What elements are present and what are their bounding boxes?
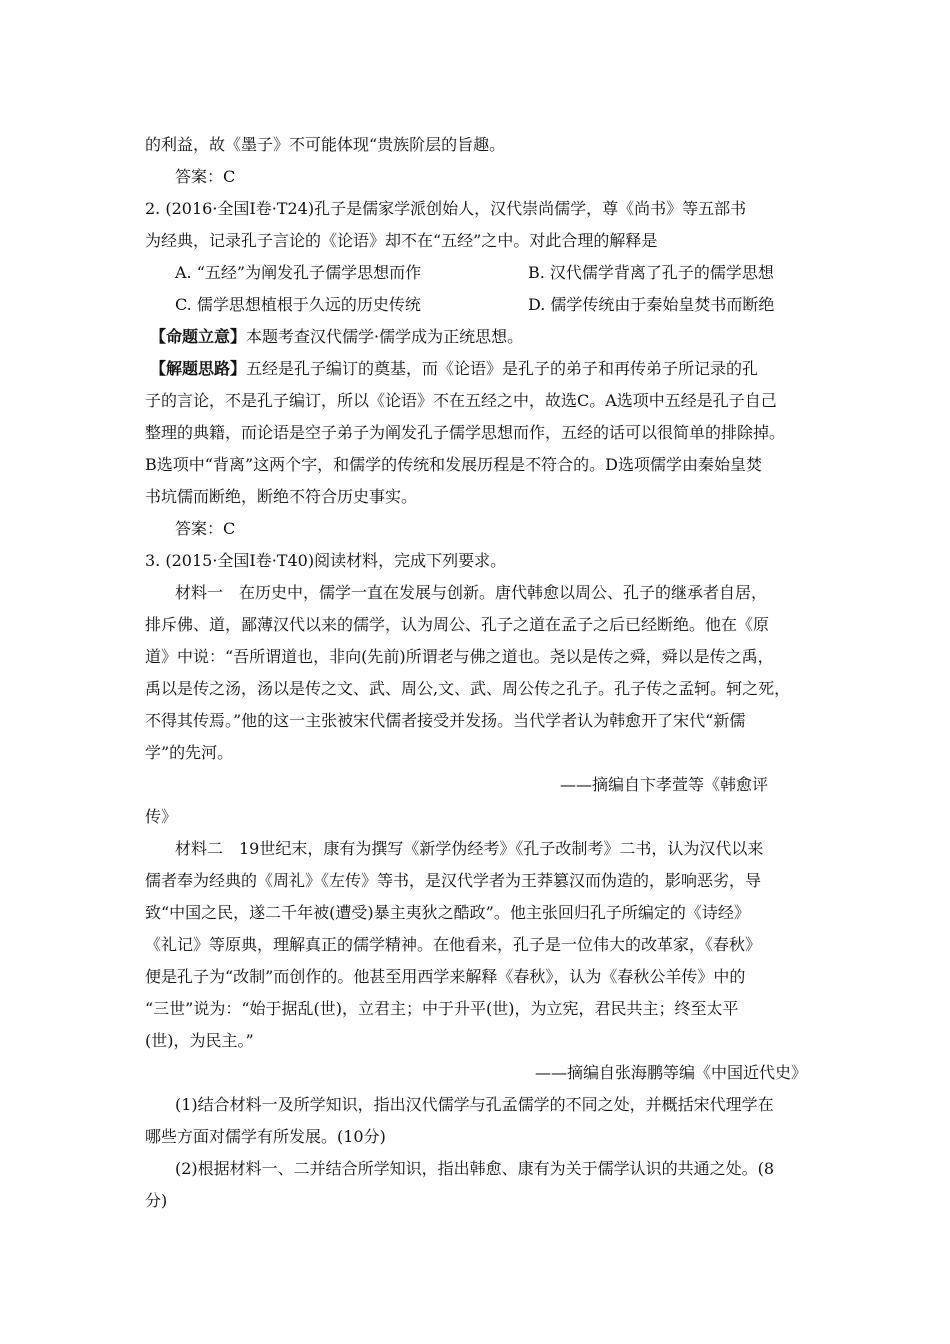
source-citation-1: ——摘编自卞孝萱等《韩愈评 [560,775,769,794]
material-2-text: 材料二 19世纪末，康有为撰写《新学伪经考》《孔子改制考》二书，认为汉代以来 [175,839,764,858]
material-1-text: 材料一 在历史中，儒学一直在发展与创新。唐代韩愈以周公、孔子的继承者自居， [175,583,768,602]
text-line: 子的言论，不是孔子编订，所以《论语》不在五经之中，故选C。A选项中五经是孔子自己 [145,391,777,410]
analysis-line [150,358,758,380]
text-line: (世)，为民主。” [145,1031,254,1050]
question-3-stem: 3. (2015·全国Ⅰ卷·T40)阅读材料，完成下列要求。 [145,551,507,570]
analysis-label: 【解题思路】 [150,359,247,378]
text-line: B选项中“背离”这两个字，和儒学的传统和发展历程是不符合的。D选项儒学由秦始皇焚 [145,455,762,474]
sub-question-2: (2)根据材料一、二并结合所学知识，指出韩愈、康有为关于儒学认识的共通之处。(8 [175,1159,775,1178]
sub-question-2-cont: 分) [145,1191,168,1210]
option-d: D. 儒学传统由于秦始皇焚书而断绝 [528,295,775,314]
text-line: 儒者奉为经典的《周礼》《左传》等书，是汉代学者为王莽篡汉而伪造的，影响恶劣，导 [145,871,762,890]
intent-label: 【命题立意】 [150,327,247,346]
text-line: 书坑儒而断绝，断绝不符合历史事实。 [145,487,418,506]
question-2-stem: 2. (2016·全国Ⅰ卷·T24)孔子是儒家学派创始人，汉代崇尚儒学，尊《尚书》等五部书 [145,199,747,218]
text-line: 致“中国之民，遂二千年被(遭受)暴主夷狄之酷政”。他主张回归孔子所编定的《诗经》 [145,903,750,922]
answer-line: 答案：C [175,519,236,538]
intent-text: 本题考查汉代儒学·儒学成为正统思想。 [246,327,524,346]
answer-line: 答案：C [175,167,236,186]
text-line: 整理的典籍，而论语是空子弟子为阐发孔子儒学思想而作，五经的话可以很简单的排除掉。 [145,423,786,442]
option-c: C. 儒学思想植根于久远的历史传统 [175,295,421,314]
text-line: 便是孔子为“改制”而创作的。他甚至用西学来解释《春秋》，认为《春秋公羊传》中的 [145,967,746,986]
text-line: 不得其传焉。”他的这一主张被宋代儒者接受并发扬。当代学者认为韩愈开了宋代“新儒 [145,711,746,730]
text-line: 排斥佛、道，鄙薄汉代以来的儒学，认为周公、孔子之道在孟子之后已经断绝。他在《原 [145,615,770,634]
text-line: 道》中说：“吾所谓道也，非向(先前)所谓老与佛之道也。尧以是传之舜，舜以是传之禹， [145,647,774,666]
text-line: 禹以是传之汤，汤以是传之文、武、周公,文、武、周公传之孔子。孔子传之孟轲。轲之死， [145,679,791,698]
text-line: 学”的先河。 [145,743,234,762]
source-citation-1-cont: 传》 [145,807,178,826]
option-a: A. “五经”为阐发孔子儒学思想而作 [175,263,422,282]
text-line: “三世”说为：“始于据乱(世)，立君主；中于升平(世)，为立宪，君民共主；终至太平 [145,999,739,1018]
analysis-text: 五经是孔子编订的奠基，而《论语》是孔子的弟子和再传弟子所记录的孔 [246,359,759,378]
intent-line [150,326,523,348]
sub-question-1: (1)结合材料一及所学知识，指出汉代儒学与孔孟儒学的不同之处，并概括宋代理学在 [175,1095,774,1114]
question-2-stem-cont: 为经典，记录孔子言论的《论语》却不在“五经”之中。对此合理的解释是 [145,231,658,250]
text-line: 《礼记》等原典，理解真正的儒学精神。在他看来，孔子是一位伟大的改革家，《春秋》 [145,935,762,954]
option-b: B. 汉代儒学背离了孔子的儒学思想 [528,263,774,282]
sub-question-1-cont: 哪些方面对儒学有所发展。(10分) [145,1127,386,1146]
source-citation-2: ——摘编自张海鹏等编《中国近代史》 [535,1063,808,1082]
text-line: 的利益，故《墨子》不可能体现“贵族阶层的旨趣。 [145,135,506,154]
